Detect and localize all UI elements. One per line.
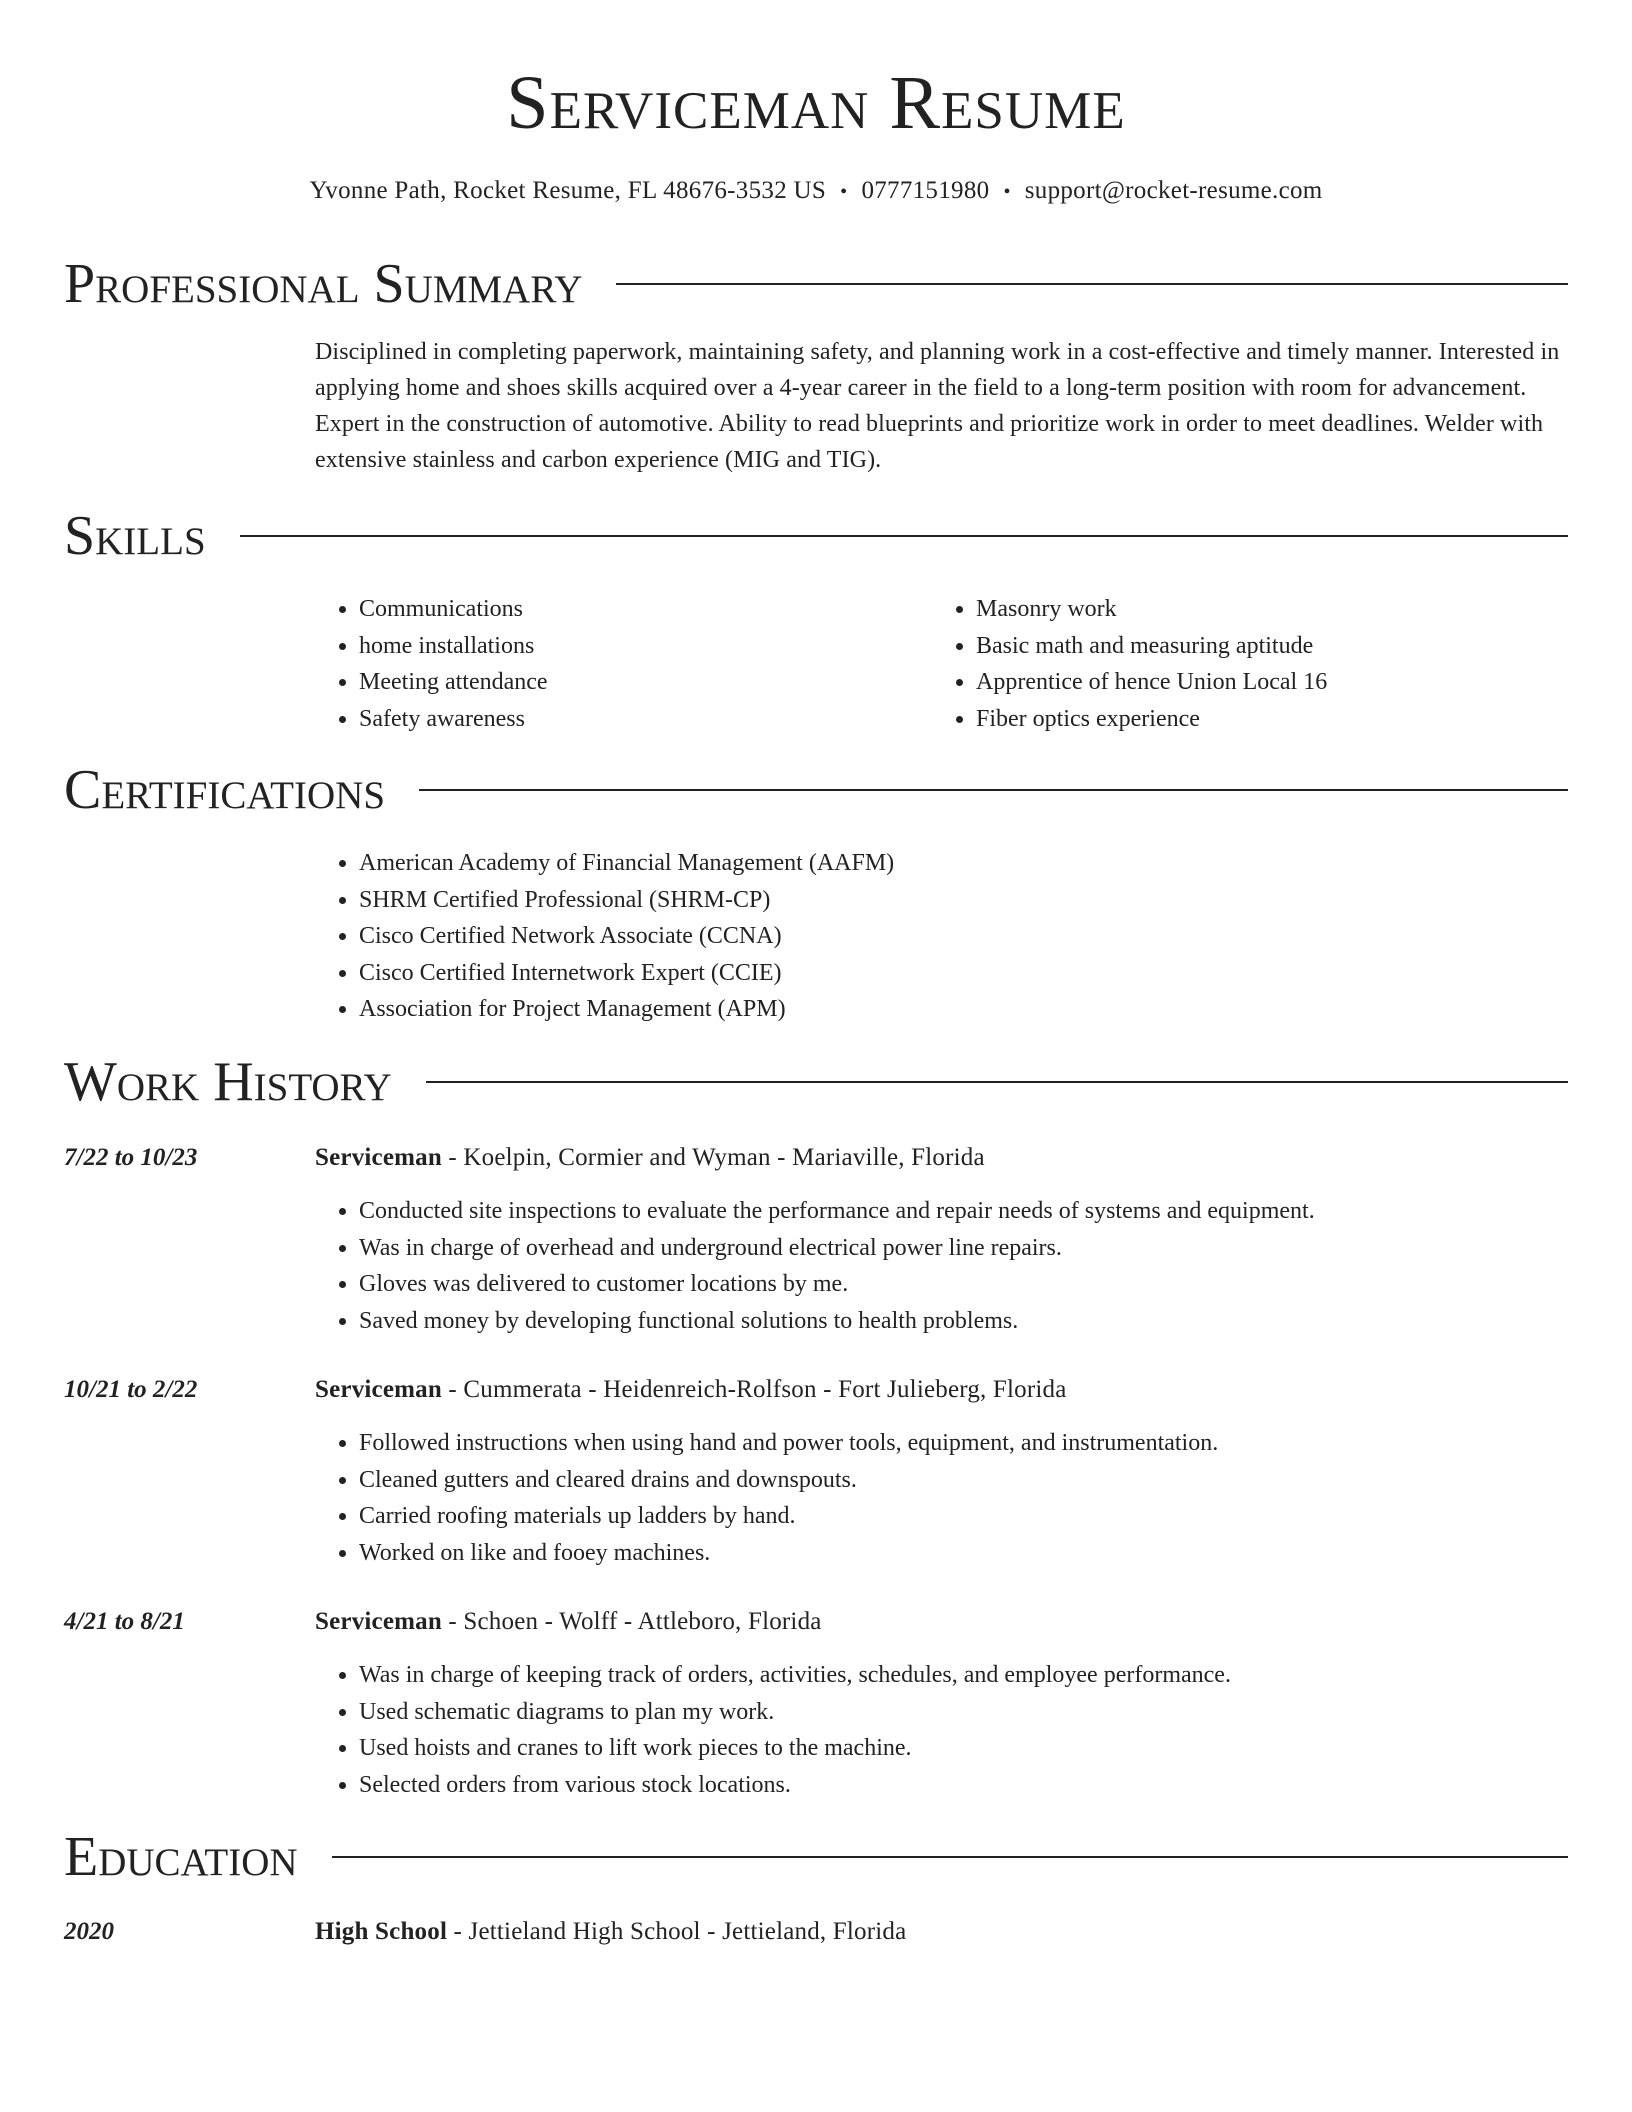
contact-separator: • [840, 181, 848, 203]
section-header-skills [64, 504, 1568, 568]
section-divider [332, 1856, 1568, 1858]
section-divider [419, 789, 1568, 791]
education-degree: High School [315, 1918, 448, 1945]
certification-item: • SHRM Certified Professional (SHRM-CP) [359, 882, 1559, 919]
job-duty-item: • Followed instructions when using hand and power tools, equipment, and instrumentation. [359, 1425, 1609, 1462]
contact-email: support@rocket-resume.com [1024, 177, 1323, 204]
education-school: - Jettieland High School - Jettieland, Florida [447, 1918, 907, 1945]
skill-item: • Basic math and measuring aptitude [976, 628, 1576, 665]
job-heading [315, 1141, 985, 1175]
section-header-education [64, 1825, 1568, 1889]
skill-item: • Meeting attendance [359, 664, 919, 701]
section-header-certifications [64, 758, 1568, 822]
contact-address: Yvonne Path, Rocket Resume, FL 48676-3532 US [309, 177, 827, 204]
contact-phone: 0777151980 [861, 177, 990, 204]
job-dates: 4/21 to 8/21 [64, 1608, 185, 1635]
section-header-work-history [64, 1050, 1568, 1114]
job-title: Serviceman [315, 1376, 442, 1403]
certification-item: • Cisco Certified Network Associate (CCNA) [359, 918, 1559, 955]
job-duty-item: • Gloves was delivered to customer locations by me. [359, 1266, 1609, 1303]
education-year: 2020 [64, 1918, 114, 1945]
section-title-work-history: Work History [64, 1051, 392, 1113]
job-title: Serviceman [315, 1144, 442, 1171]
contact-line [64, 174, 1568, 209]
section-header-summary [64, 252, 1568, 316]
job-duty-item: • Carried roofing materials up ladders by hand. [359, 1498, 1609, 1535]
education-heading [315, 1915, 906, 1949]
job-duty-item: • Conducted site inspections to evaluate the performance and repair needs of systems and equipment. [359, 1193, 1609, 1230]
job-duty-item: • Used schematic diagrams to plan my work. [359, 1694, 1609, 1731]
job-duty-item: • Selected orders from various stock locations. [359, 1767, 1609, 1804]
section-divider [426, 1081, 1568, 1083]
contact-separator: • [1003, 181, 1011, 203]
certification-item: • American Academy of Financial Management (AAFM) [359, 845, 1559, 882]
section-title-certifications: Certifications [64, 759, 386, 821]
section-title-education: Education [64, 1826, 298, 1888]
skill-item: • Apprentice of hence Union Local 16 [976, 664, 1576, 701]
certification-item: • Association for Project Management (APM) [359, 991, 1559, 1028]
job-duty-item: • Was in charge of keeping track of orders, activities, schedules, and employee performance. [359, 1657, 1609, 1694]
job-duty-item: • Cleaned gutters and cleared drains and downspouts. [359, 1462, 1609, 1499]
job-employer: - Koelpin, Cormier and Wyman - Mariaville, Florida [441, 1144, 985, 1171]
skills-list-right [932, 591, 1576, 737]
job-duty-item: • Saved money by developing functional solutions to health problems. [359, 1303, 1609, 1340]
job-heading [315, 1373, 1067, 1407]
section-divider [240, 535, 1568, 537]
skills-list-left [315, 591, 919, 737]
job-title: Serviceman [315, 1608, 442, 1635]
job-dates: 7/22 to 10/23 [64, 1144, 198, 1171]
skill-item: • Communications [359, 591, 919, 628]
job-duties-list [315, 1193, 1609, 1339]
summary-text: Disciplined in completing paperwork, maintaining safety, and planning work in a cost-effective and timely manner. Interested in applying home and shoes skills acquired over a 4-year career in the field to a long-term position with room for advancement. Expert in the construction of automotive. Ability to read blueprints and prioritize work in order to meet deadlines. Welder with extensive stainless and carbon experience (MIG and TIG). [315, 339, 1560, 473]
skill-item: • home installations [359, 628, 919, 665]
job-employer: - Schoen - Wolff - Attleboro, Florida [441, 1608, 822, 1635]
skill-item: • Safety awareness [359, 701, 919, 738]
job-heading [315, 1605, 822, 1639]
skill-item: • Masonry work [976, 591, 1576, 628]
certification-item: • Cisco Certified Internetwork Expert (CCIE) [359, 955, 1559, 992]
job-duties-list [315, 1425, 1609, 1571]
skill-item: • Fiber optics experience [976, 701, 1576, 738]
job-dates: 10/21 to 2/22 [64, 1376, 198, 1403]
section-title-skills: Skills [64, 505, 206, 567]
resume-title: Serviceman Resume [506, 61, 1126, 145]
section-divider [616, 283, 1568, 285]
job-duty-item: • Was in charge of overhead and underground electrical power line repairs. [359, 1230, 1609, 1267]
certifications-list [315, 845, 1559, 1028]
section-title-summary: Professional Summary [64, 253, 583, 315]
job-duty-item: • Used hoists and cranes to lift work pieces to the machine. [359, 1730, 1609, 1767]
job-duty-item: • Worked on like and fooey machines. [359, 1535, 1609, 1572]
job-employer: - Cummerata - Heidenreich-Rolfson - Fort Julieberg, Florida [441, 1376, 1067, 1403]
job-duties-list [315, 1657, 1609, 1803]
